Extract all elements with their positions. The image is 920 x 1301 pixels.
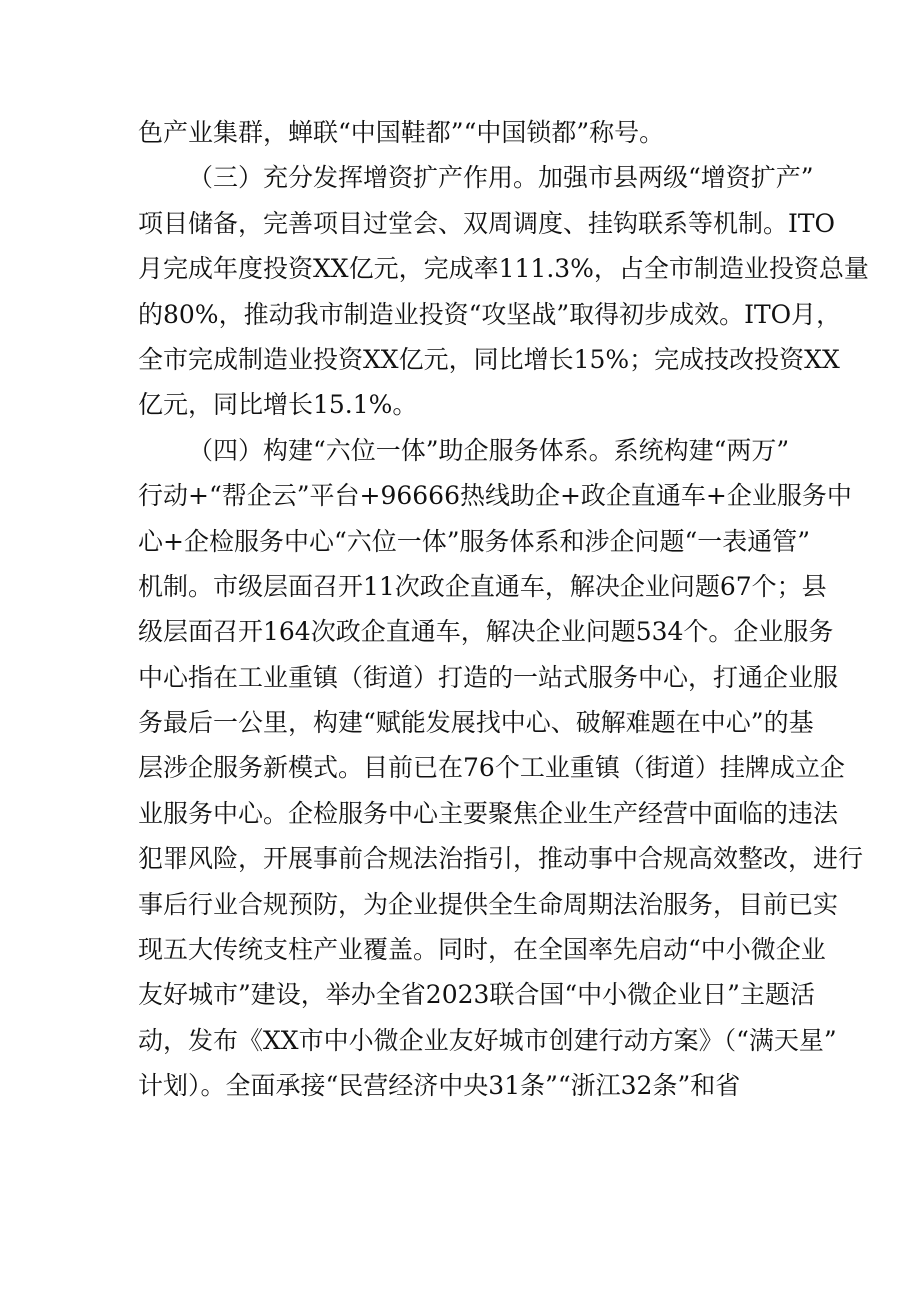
text-line: 亿元，同比增长15.1%。 (138, 390, 418, 420)
text-line: 现五大传统支柱产业覆盖。同时，在全国率先启动“中小微企业 (138, 935, 826, 965)
text-line: 动，发布《XX市中小微企业友好城市创建行动方案》（“满天星” (138, 1025, 837, 1055)
text-line: 业服务中心。企检服务中心主要聚焦企业生产经营中面临的违法 (138, 798, 839, 828)
section-heading-3-line: （三）充分发挥增资扩产作用。加强市县两级“增资扩产” (188, 163, 814, 193)
text-line: 友好城市”建设，举办全省2023联合国“中小微企业日”主题活 (138, 980, 815, 1010)
text-line: 行动+“帮企云”平台+96666热线助企+政企直通车+企业服务中 (138, 481, 852, 511)
text-line: 层涉企服务新模式。目前已在76个工业重镇（街道）挂牌成立企 (138, 753, 845, 783)
text-line: 中心指在工业重镇（街道）打造的一站式服务中心，打通企业服 (138, 662, 839, 692)
text-line: 心+企检服务中心“六位一体”服务体系和涉企问题“一表通管” (138, 526, 811, 556)
document-body (138, 110, 869, 1109)
text-line: 的80%，推动我市制造业投资“攻坚战”取得初步成效。ITO月， (138, 299, 842, 329)
text-line: 色产业集群，蝉联“中国鞋都”“中国锁都”称号。 (138, 118, 665, 147)
text-line: 务最后一公里，构建“赋能发展找中心、破解难题在中心”的基 (138, 708, 814, 738)
text-line: 项目储备，完善项目过堂会、双周调度、挂钩联系等机制。ITO (138, 208, 836, 238)
text-line: 级层面召开164次政企直通车，解决企业问题534个。企业服务 (138, 617, 834, 647)
text-line: 犯罪风险，开展事前合规法治指引，推动事中合规高效整改，进行 (138, 844, 864, 874)
text-line: 月完成年度投资XX亿元，完成率111.3%，占全市制造业投资总量 (138, 254, 869, 284)
section-heading-4-line: （四）构建“六位一体”助企服务体系。系统构建“两万” (188, 435, 790, 465)
text-line: 机制。市级层面召开11次政企直通车，解决企业问题67个；县 (138, 571, 827, 601)
text-line: 全市完成制造业投资XX亿元，同比增长15%；完成技改投资XX (138, 344, 840, 374)
text-line: 事后行业合规预防，为企业提供全生命周期法治服务，目前已实 (138, 889, 839, 919)
text-line: 计划）。全面承接“民营经济中央31条”“浙江32条”和省 (138, 1071, 741, 1101)
